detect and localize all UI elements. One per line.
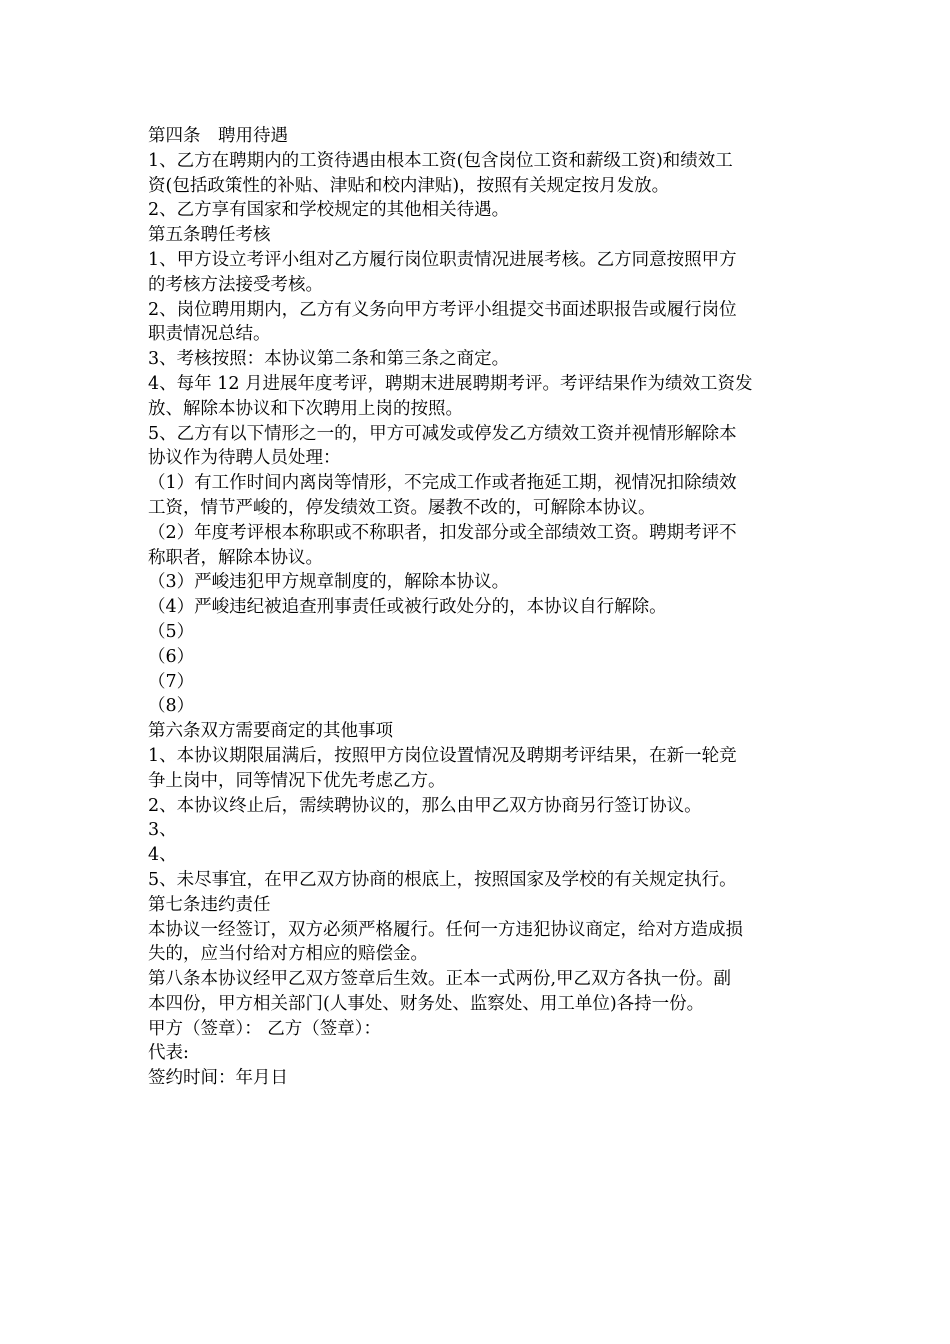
article-6-item-1-line-2: 争上岗中，同等情况下优先考虑乙方。 (148, 770, 446, 791)
article-7-heading: 第七条违约责任 (148, 894, 271, 915)
article-5-item-1-line-1: 1、甲方设立考评小组对乙方履行岗位职责情况进展考核。乙方同意按照甲方 (148, 249, 737, 270)
article-7-body-line-2: 失的，应当付给对方相应的赔偿金。 (148, 944, 428, 965)
sub-item-2-line-2: 称职者，解除本协议。 (148, 547, 323, 568)
article-8-line-2: 本四份，甲方相关部门(人事处、财务处、监察处、用工单位)各持一份。 (148, 993, 705, 1014)
sub-item-8: （8） (148, 696, 195, 717)
article-5-item-5-line-2: 协议作为待聘人员处理： (148, 448, 341, 469)
article-6-heading: 第六条双方需要商定的其他事项 (148, 721, 393, 742)
document-body (148, 124, 808, 1091)
article-6-item-2: 2、本协议终止后，需续聘协议的，那么由甲乙双方协商另行签订协议。 (148, 795, 702, 816)
signing-date-label: 签约时间：年月日 (148, 1068, 288, 1089)
representative-label: 代表: (148, 1043, 189, 1064)
article-7-body-line-1: 本协议一经签订，双方必须严格履行。任何一方违犯协议商定，给对方造成损 (148, 919, 743, 940)
article-5-item-4-line-2: 放、解除本协议和下次聘用上岗的按照。 (148, 398, 463, 419)
sub-item-3: （3）严峻违犯甲方规章制度的，解除本协议。 (148, 572, 510, 593)
article-6-item-5: 5、未尽事宜，在甲乙双方协商的根底上，按照国家及学校的有关规定执行。 (148, 869, 737, 890)
article-4-heading: 第四条 聘用待遇 (148, 126, 288, 146)
signature-parties: 甲方（签章）： 乙方（签章）： (148, 1018, 382, 1039)
sub-item-1-line-1: （1）有工作时间内离岗等情形，不完成工作或者拖延工期，视情况扣除绩效 (148, 473, 737, 494)
article-5-item-3: 3、考核按照：本协议第二条和第三条之商定。 (148, 349, 510, 370)
article-4-item-1-line-2: 资(包括政策性的补贴、津贴和校内津贴)，按照有关规定按月发放。 (148, 175, 670, 196)
article-5-item-1-line-2: 的考核方法接受考核。 (148, 274, 323, 295)
article-4-item-1-line-1: 1、乙方在聘期内的工资待遇由根本工资(包含岗位工资和薪级工资)和绩效工 (148, 150, 733, 171)
article-5-item-2-line-2: 职责情况总结。 (148, 324, 271, 345)
article-5-heading: 第五条聘任考核 (148, 225, 271, 246)
sub-item-2-line-1: （2）年度考评根本称职或不称职者，扣发部分或全部绩效工资。聘期考评不 (148, 522, 737, 543)
article-8-line-1: 第八条本协议经甲乙双方签章后生效。正本一式两份,甲乙双方各执一份。副 (148, 969, 732, 990)
sub-item-4: （4）严峻违纪被追查刑事责任或被行政处分的，本协议自行解除。 (148, 597, 667, 618)
article-6-item-4: 4、 (148, 845, 177, 866)
sub-item-5: （5） (148, 621, 195, 642)
sub-item-7: （7） (148, 671, 195, 692)
article-5-item-2-line-1: 2、岗位聘用期内，乙方有义务向甲方考评小组提交书面述职报告或履行岗位 (148, 299, 737, 320)
article-4-item-2: 2、乙方享有国家和学校规定的其他相关待遇。 (148, 200, 510, 221)
article-6-item-3: 3、 (148, 820, 177, 841)
sub-item-6: （6） (148, 646, 195, 667)
article-5-item-4-line-1: 4、每年 12 月进展年度考评，聘期末进展聘期考评。考评结果作为绩效工资发 (148, 373, 753, 394)
sub-item-1-line-2: 工资，情节严峻的，停发绩效工资。屡教不改的，可解除本协议。 (148, 497, 656, 518)
article-5-item-5-line-1: 5、乙方有以下情形之一的，甲方可减发或停发乙方绩效工资并视情形解除本 (148, 423, 737, 444)
article-6-item-1-line-1: 1、本协议期限届满后，按照甲方岗位设置情况及聘期考评结果，在新一轮竞 (148, 745, 737, 766)
